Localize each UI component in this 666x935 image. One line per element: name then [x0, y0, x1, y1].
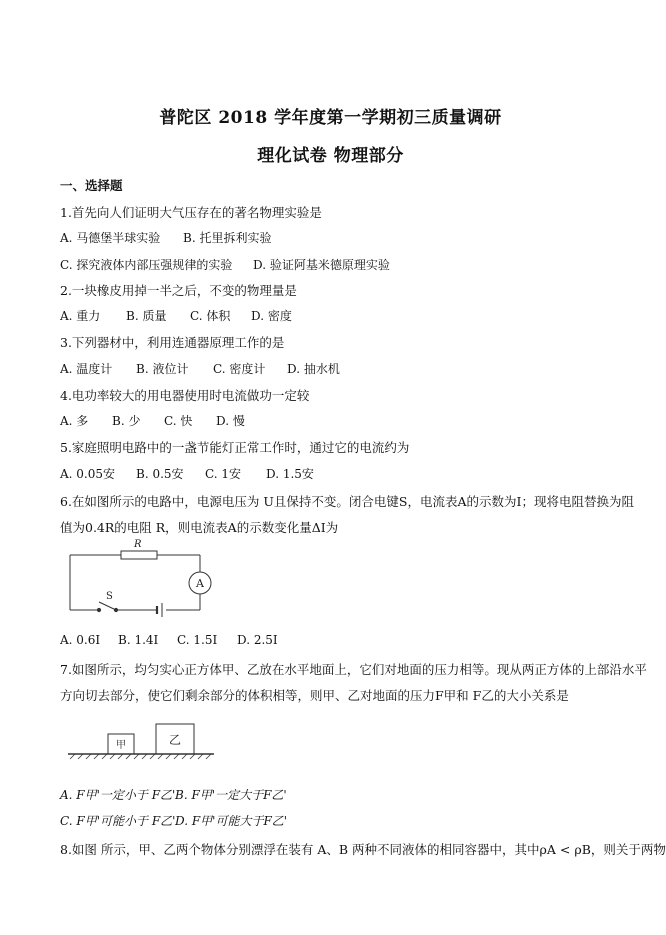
- question-7-stem-line-2: 方向切去部分，使它们剩余部分的体积相等，则甲、乙对地面的压力F甲和 F乙的大小关系是: [60, 688, 569, 703]
- question-6-option-a: A. 0.6I: [60, 633, 101, 647]
- question-1-option-c: C. 探究液体内部压强规律的实验: [60, 258, 233, 272]
- cube-large-label: 乙: [169, 733, 182, 747]
- cubes-diagram: [66, 718, 216, 760]
- question-7-option-d: D. F甲'可能大于F乙': [175, 814, 288, 828]
- question-1-option-d: D. 验证阿基米德原理实验: [253, 258, 390, 272]
- question-6-option-c: C. 1.5I: [177, 633, 218, 647]
- question-4-stem: 4.电功率较大的用电器使用时电流做功一定较: [60, 388, 310, 403]
- exam-subtitle: 理化试卷 物理部分: [257, 146, 404, 166]
- resistor-symbol: [121, 551, 157, 559]
- question-6-option-b: B. 1.4I: [118, 633, 159, 647]
- question-6-stem-line-1: 6.在如图所示的电路中，电源电压为 U且保持不变。闭合电键S，电流表A的示数为I；现将电阻替换为阻: [60, 494, 634, 509]
- question-7-option-a: A. F甲'一定小于 F乙': [60, 788, 176, 802]
- question-3-option-d: D. 抽水机: [287, 362, 340, 376]
- question-3-option-b: B. 液位计: [136, 362, 189, 376]
- question-5-option-a: A. 0.05安: [60, 467, 116, 481]
- question-2-stem: 2.一块橡皮用掉一半之后，不变的物理量是: [60, 283, 297, 298]
- circuit-diagram: [66, 539, 216, 619]
- question-7-option-c: C. F甲'可能小于 F乙': [60, 814, 176, 828]
- question-1-stem: 1.首先向人们证明大气压存在的著名物理实验是: [60, 205, 322, 220]
- switch-lever: [99, 602, 116, 610]
- question-7-option-b: B. F甲'一定大于F乙': [175, 788, 287, 802]
- switch-label: S: [106, 591, 113, 602]
- resistor-label: R: [134, 539, 142, 550]
- question-5-option-d: D. 1.5安: [266, 467, 314, 481]
- question-5-option-b: B. 0.5安: [136, 467, 184, 481]
- question-4-option-a: A. 多: [60, 414, 89, 428]
- question-3-stem: 3.下列器材中，利用连通器原理工作的是: [60, 335, 285, 350]
- question-1-option-a: A. 马德堡半球实验: [60, 231, 161, 245]
- section-heading: 一、选择题: [60, 178, 123, 193]
- exam-title: 普陀区 2018 学年度第一学期初三质量调研: [159, 108, 502, 128]
- question-3-option-c: C. 密度计: [213, 362, 266, 376]
- question-5-stem: 5.家庭照明电路中的一盏节能灯正常工作时，通过它的电流约为: [60, 440, 410, 455]
- question-2-option-a: A. 重力: [60, 309, 101, 323]
- question-4-option-c: C. 快: [164, 414, 193, 428]
- question-3-option-a: A. 温度计: [60, 362, 113, 376]
- question-6-stem-line-2: 值为0.4R的电阻 R，则电流表A的示数变化量ΔI为: [60, 520, 339, 535]
- question-1-option-b: B. 托里拆利实验: [183, 231, 272, 245]
- question-2-option-d: D. 密度: [251, 309, 292, 323]
- question-8-stem-line-1: 8.如图 所示，甲、乙两个物体分别漂浮在装有 A、B 两种不同液体的相同容器中，其中ρA < ρB，则关于两物: [60, 842, 666, 857]
- question-7-stem-line-1: 7.如图所示，均匀实心正方体甲、乙放在水平地面上，它们对地面的压力相等。现从两正方体的上部沿水平: [60, 662, 647, 677]
- question-2-option-c: C. 体积: [190, 309, 231, 323]
- question-5-option-c: C. 1安: [205, 467, 242, 481]
- cube-small-label: 甲: [116, 740, 126, 751]
- ammeter-label: A: [196, 577, 204, 590]
- question-4-option-b: B. 少: [112, 414, 141, 428]
- question-4-option-d: D. 慢: [216, 414, 245, 428]
- question-2-option-b: B. 质量: [126, 309, 167, 323]
- question-6-option-d: D. 2.5I: [237, 633, 278, 647]
